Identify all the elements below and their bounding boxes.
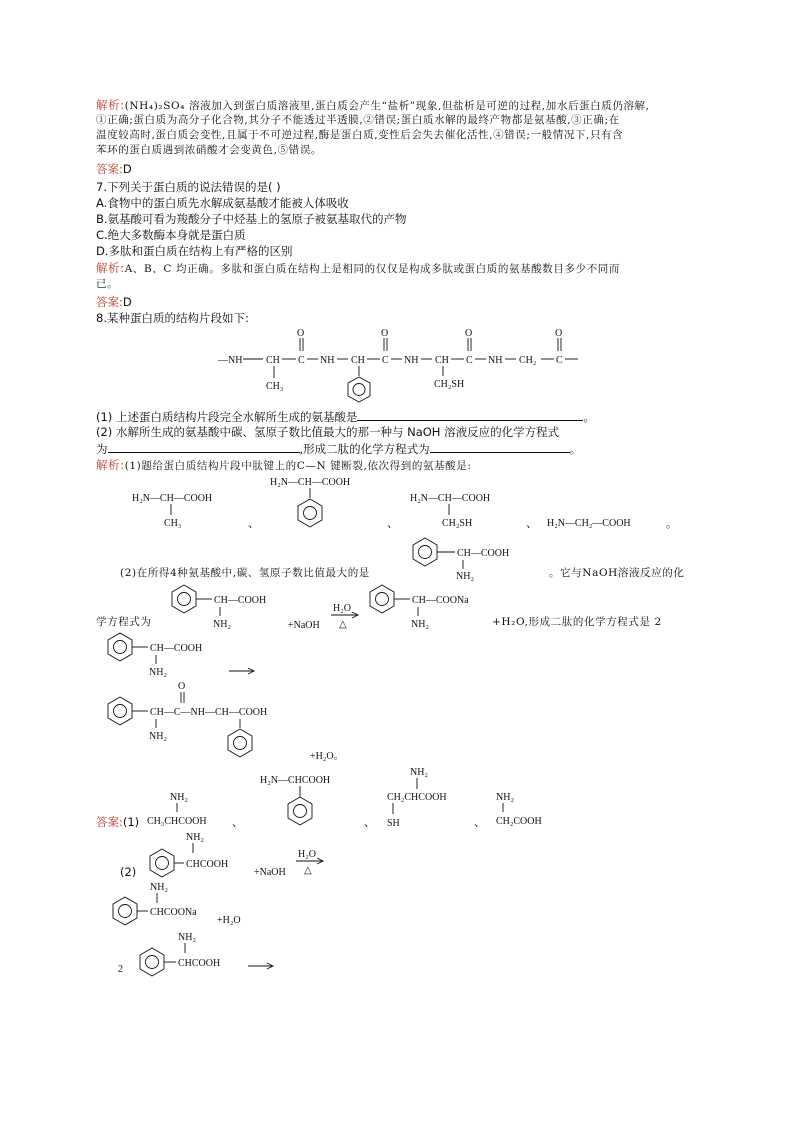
separator-3: 、 — [526, 516, 538, 530]
svg-text:NH₂: NH₂ — [496, 792, 514, 803]
q8-sub2-line1: (2) 水解所生成的氨基酸中碳、氢原子数比值最大的那一种与 NaOH 溶液反应的化学方程式 — [96, 425, 560, 439]
answer-separator-1: 、 — [232, 815, 244, 829]
q6-analysis-line-1: 解析:(NH₄)₂SO₄ 溶液加入到蛋白质溶液里,蛋白质会产生“盐析”现象,但盐析是可逆的过程,加水后蛋白质仍溶解, — [96, 98, 650, 112]
fragment-nh-2: NH — [320, 355, 335, 366]
answer-separator-3: 、 — [474, 815, 486, 829]
q7-answer: 答案:D — [96, 295, 132, 309]
svg-text:NH₂: NH₂ — [149, 667, 167, 678]
svg-text:NH₂: NH₂ — [170, 792, 188, 803]
q8-answer-1: 答案:(1) — [96, 815, 140, 829]
svg-text:NH₂: NH₂ — [213, 619, 231, 630]
svg-text:O: O — [178, 681, 186, 692]
q6-answer: 答案:D — [96, 162, 132, 176]
amino-acid-alanine — [132, 493, 212, 529]
svg-text:CH—COOH: CH—COOH — [214, 595, 267, 606]
svg-text:NH₂: NH₂ — [410, 767, 428, 778]
fragment-o-4: O — [555, 328, 563, 339]
fragment-c-2: C — [382, 355, 389, 366]
benzene-ring-icon — [108, 633, 132, 661]
fragment-nh-4: NH — [488, 355, 503, 366]
q7-option-b: B.氨基酸可看为羧酸分子中烃基上的氢原子被氨基取代的产物 — [96, 212, 407, 226]
svg-text:SH: SH — [387, 818, 400, 829]
benzene-ring-icon — [370, 585, 394, 613]
fragment-nh-3: NH — [404, 355, 419, 366]
fragment-ch-2: CH — [351, 355, 365, 366]
benzene-ring-icon — [348, 377, 370, 402]
benzene-ring-icon — [172, 585, 196, 613]
svg-text:CHCOONa: CHCOONa — [150, 907, 197, 918]
benzene-ring-icon — [150, 849, 174, 877]
fragment-nh-1: —NH — [218, 355, 243, 366]
svg-text:H₂N—CH—COOH: H₂N—CH—COOH — [132, 493, 213, 504]
svg-text:H₂O: H₂O — [298, 849, 316, 860]
q6-analysis-line-3: 温度较高时,蛋白质会变性,且属于不可逆过程,酶是蛋白质,变性后会失去催化活性,④错误;一般情况下,只有含 — [96, 129, 624, 141]
svg-text:NH₂: NH₂ — [178, 932, 196, 943]
benzene-ring-icon — [108, 697, 132, 725]
q8-stem: 8.某种蛋白质的结构片段如下: — [96, 311, 249, 325]
fragment-ch-3: CH — [435, 355, 449, 366]
svg-text:CHCOOH: CHCOOH — [186, 859, 229, 870]
condition-heat: △ — [339, 619, 347, 630]
svg-text:NH₂: NH₂ — [456, 571, 474, 582]
fragment-o-2: O — [381, 328, 389, 339]
benzene-ring-icon — [288, 797, 312, 825]
condition-water: H₂O — [333, 603, 351, 614]
answer-cysteine — [387, 767, 447, 829]
protein-fragment — [217, 328, 578, 402]
period-1: 。 — [666, 516, 678, 530]
answer2-sodium-salt — [113, 882, 241, 926]
q7-option-a: A.食物中的蛋白质先水解成氨基酸才能被人体吸收 — [96, 196, 349, 210]
answer-blank-1[interactable] — [357, 409, 583, 421]
phenylalanine-inline — [413, 538, 509, 582]
svg-text:NH₂: NH₂ — [411, 619, 429, 630]
benzene-ring-icon — [113, 897, 137, 925]
amino-acid-cysteine — [410, 493, 490, 529]
benzene-ring-icon — [228, 729, 252, 757]
svg-text:NH₂: NH₂ — [186, 832, 204, 843]
q8-sub2-line2: 为 ,形成二肽的化学方程式为 。 — [96, 442, 582, 456]
q7-analysis-line-2: 已。 — [96, 278, 119, 290]
answer-blank-2[interactable] — [108, 441, 300, 453]
q6-analysis-line-2: ①正确;蛋白质为高分子化合物,其分子不能透过半透膜,②错误;蛋白质水解的最终产物都是氨基酸,③正确;在 — [96, 114, 620, 126]
answer-separator-2: 、 — [364, 815, 376, 829]
answer-phenylalanine — [260, 775, 330, 825]
q8-analysis-2-eq-prefix: 学方程式为 — [96, 616, 152, 628]
benzene-ring-icon — [413, 538, 437, 566]
svg-text:CH—COOH: CH—COOH — [150, 643, 203, 654]
fragment-ch2sh: CH₂SH — [434, 379, 465, 390]
dipeptide-reactant — [108, 633, 254, 678]
answer2-dipeptide-start — [118, 932, 273, 976]
plus-water: +H₂O。 — [310, 751, 344, 762]
fragment-c-1: C — [298, 355, 305, 366]
q8-analysis-2-tail: 。它与NaOH溶液反应的化 — [549, 567, 685, 579]
svg-text:2: 2 — [118, 964, 123, 975]
fragment-ch3: CH₃ — [266, 381, 284, 392]
svg-text:NH₂: NH₂ — [150, 882, 168, 893]
amino-acid-phenylalanine — [270, 477, 350, 527]
amino-acid-glycine — [547, 518, 631, 529]
answer2-naoh-reaction — [150, 832, 323, 878]
svg-text:H₂N—CH—COOH: H₂N—CH—COOH — [410, 493, 491, 504]
svg-text:+NaOH: +NaOH — [254, 867, 286, 878]
fragment-ch-1: CH — [266, 355, 280, 366]
svg-text:H₂N—CH—COOH: H₂N—CH—COOH — [270, 477, 351, 488]
svg-text:CHCOOH: CHCOOH — [178, 958, 221, 969]
svg-text:+H₂O: +H₂O — [217, 915, 241, 926]
q7-option-d: D.多肽和蛋白质在结构上有严格的区别 — [96, 244, 293, 258]
separator-2: 、 — [387, 516, 399, 530]
fragment-o-1: O — [297, 328, 305, 339]
svg-text:CH₂CHCOOH: CH₂CHCOOH — [387, 792, 447, 803]
svg-text:NH₂: NH₂ — [149, 731, 167, 742]
q7-option-c: C.绝大多数酶本身就是蛋白质 — [96, 228, 246, 242]
q8-sub1: (1) 上述蛋白质结构片段完全水解所生成的氨基酸是 。 — [96, 410, 595, 424]
dipeptide-product — [108, 681, 344, 762]
benzene-ring-icon — [298, 499, 322, 527]
q7-stem: 7.下列关于蛋白质的说法错误的是( ) — [96, 180, 281, 194]
svg-text:CH₃CHCOOH: CH₃CHCOOH — [147, 816, 207, 827]
answer-alanine — [147, 792, 207, 827]
plus-naoh: +NaOH — [288, 620, 320, 631]
fragment-c-4: C — [556, 355, 563, 366]
q8-answer-2: (2) — [120, 865, 137, 879]
svg-text:CH—C—NH—CH—COOH: CH—C—NH—CH—COOH — [150, 707, 268, 718]
q8-analysis-2-intro: (2)在所得4种氨基酸中,碳、氢原子数比值最大的是 — [120, 567, 370, 579]
separator-1: 、 — [248, 516, 260, 530]
svg-text:CH₂SH: CH₂SH — [442, 518, 473, 529]
q8-analysis-1-intro: 解析:(1)题给蛋白质结构片段中肽键上的C—N 键断裂,依次得到的氨基酸是: — [96, 458, 472, 472]
svg-text:△: △ — [304, 865, 312, 876]
answer-blank-3[interactable] — [430, 441, 570, 453]
q8-analysis-2-water-tail: +H₂O,形成二肽的化学方程式是 2 — [492, 616, 662, 628]
svg-text:CH₃: CH₃ — [164, 518, 182, 529]
analysis-label: 解析: — [96, 98, 125, 112]
svg-text:CH—COONa: CH—COONa — [412, 595, 469, 606]
svg-text:H₂N—CHCOOH: H₂N—CHCOOH — [260, 775, 331, 786]
q6-analysis-line-4: 苯环的蛋白质遇到浓硝酸才会变黄色,⑤错误。 — [96, 144, 322, 156]
svg-text:H₂N—CH₂—COOH: H₂N—CH₂—COOH — [547, 518, 631, 529]
answer-glycine — [496, 792, 542, 827]
svg-text:CH₂COOH: CH₂COOH — [496, 816, 542, 827]
svg-text:CH—COOH: CH—COOH — [457, 548, 510, 559]
fragment-o-3: O — [465, 328, 473, 339]
q7-analysis-line-1: 解析:A、B、C 均正确。多肽和蛋白质在结构上是相同的仅仅是构成多肽或蛋白质的氨基酸数目多少不同而 — [96, 261, 620, 275]
benzene-ring-icon — [140, 948, 164, 976]
naoh-reaction — [172, 585, 469, 631]
fragment-ch2: CH₂ — [519, 355, 537, 366]
fragment-c-3: C — [466, 355, 473, 366]
